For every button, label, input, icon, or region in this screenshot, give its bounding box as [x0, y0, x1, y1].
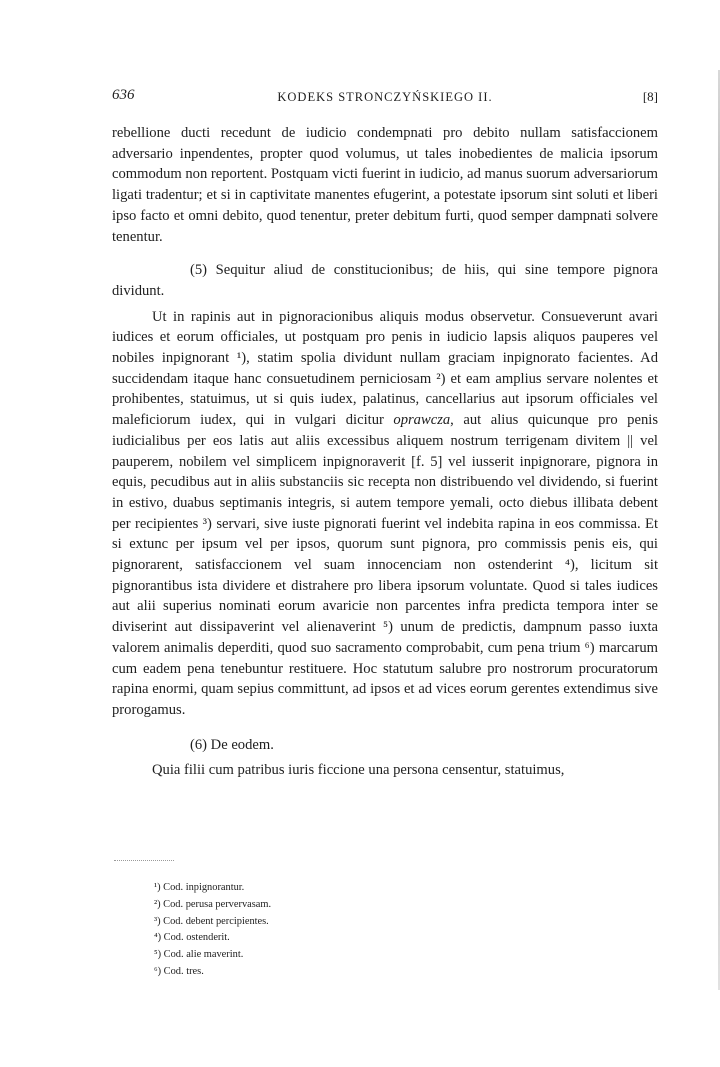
running-title: KODEKS STRONCZYŃSKIEGO II.: [277, 90, 493, 104]
paragraph-continuation: rebellione ducti recedunt de iudicio condempnati pro debito nullam satisfaccionem adversario inpendentes, propter quod volumus, ut tales inobedientes de malicia ipsorum commodum non reportent. Postquam victi fuerint in iudicio, ad manus suorum adversariorum ligati tradentur; et si in captivitate manentes efugerint, a potestate ipsorum sint soluti et liberi ipso facto et omni debito, quod tenentur, preter debitum furti, quod semper dampnati solvere tenentur.: [112, 125, 658, 245]
footnote: ²) Cod. perusa pervervasam.: [154, 898, 272, 910]
main-text: [112, 123, 658, 781]
vernacular-term: oprawcza: [393, 412, 451, 429]
paragraph-section-6: Quia filii cum patribus iuris ficcione una persona censentur, statuimus,: [152, 762, 565, 779]
footnote: ³) Cod. debent percipientes.: [154, 915, 269, 927]
footnote: ⁵) Cod. alie maverint.: [154, 949, 244, 961]
footnote: ⁴) Cod. ostenderit.: [154, 932, 230, 944]
footnote: ¹) Cod. inpignorantur.: [154, 882, 245, 893]
paragraph-5-part-c: vel iusserit inpignorare, pignora in equis, pecudibus aut in aliis substanciis sic recepta non distribuendo vel dividendo, si fuerint in estivo, duabus septimanis integris, si autem tempore yemali, octo diebus illibata debent per recipientes ³) servari, sive iuste pignorati fuerint vel indebita rapina in eos commissa. Et si extunc per ipsum vel per ipsos, quorum sunt pignora, pro commissis penis eis, qui pignorarent, satisfaccionem vel suam innocenciam non ostenderint ⁴), licitum sit pignorantibus ista dividere et distrahere pro libera ipsorum voluntate. Quod si tales iudices aut alii superius nominati eorum avaricie non parcentes infra predicta tempora inter se diviserint aut dissipaverint vel alienaverint ⁵) unum de predictis, dampnum passo iuxta valorem animalis deperditi, quod suo sacramento comprobabit, cum pena trium ⁶) marcarum cum eadem pena tenebuntur restituere. Hoc statutum salubre pro nostrorum procuratorum rapina enormi, quam sepius committunt, ad ipsos et ad vices eorum gerentes extendimus sive prorogamus.: [112, 453, 658, 718]
paragraph-5-part-a: Ut in rapinis aut in pignoracionibus aliquis modus observetur. Consueverunt avari iudices et eorum officiales, ut postquam pro penis in iudicio lapsis aliquos pauperes vel nobiles inpignorant ¹), statim spolia dividunt nullam graciam inpignorato facientes. Ad succidendam itaque hanc consuetudinem perniciosam ²) et eam amplius servare nolentes et prohibentes, statuimus, ut si quis iudex, palatinus, cancellarius aut ipsorum officiales vel maleficiorum iudex, qui in vulgari dicitur: [112, 308, 658, 429]
section-heading-6: (6) De eodem.: [190, 736, 274, 753]
section-heading-5: (5) Sequitur aliud de constitucionibus; de hiis, qui sine tempore pignora dividunt.: [112, 262, 658, 299]
page-number: 636: [112, 87, 135, 103]
paragraph-5-part-b: , aut alius quicunque pro penis iudicialibus per eos latis aut aliis excessibus aliquem nostrum terrigenam divitem || vel pauperem, nobilem vel simplicem inpignoraverit: [112, 412, 658, 470]
footnote: ⁶) Cod. tres.: [154, 965, 204, 977]
paragraph-section-5: [112, 307, 658, 721]
section-mark: [8]: [642, 89, 658, 104]
running-header: [112, 88, 658, 110]
footnotes: [154, 880, 271, 981]
footnote-separator: [114, 860, 174, 861]
folio-mark: [f. 5]: [411, 453, 443, 470]
